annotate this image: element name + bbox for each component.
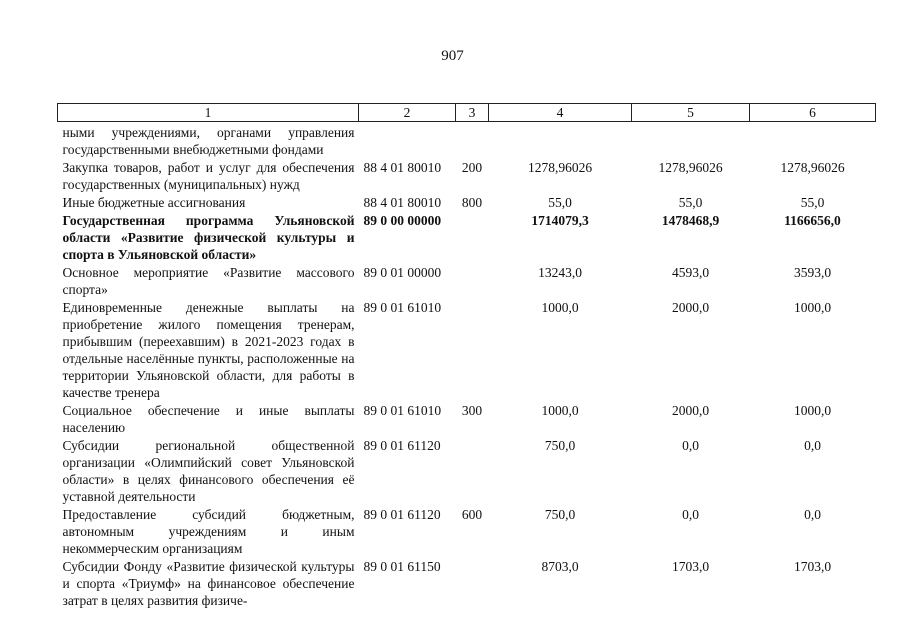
table-row [58, 122, 876, 159]
cell-vr [456, 298, 489, 401]
cell-name: Социальное обеспечение и иные выплаты населению [62, 403, 355, 435]
cell-name: Государственная программа Ульяновской области «Развитие физической культуры и спорта в Ульяновской области» [62, 213, 355, 262]
table-row [58, 298, 876, 401]
cell-year3: 1166656,0 [784, 213, 841, 228]
table-header [58, 104, 876, 122]
cell-year1: 1000,0 [541, 403, 579, 418]
table-row [58, 436, 876, 505]
cell-vr [456, 263, 489, 298]
cell-name: Основное мероприятие «Развитие массового спорта» [62, 265, 355, 297]
cell-year3: 55,0 [800, 195, 825, 210]
cell-vr: 800 [461, 195, 483, 210]
cell-vr: 300 [461, 403, 483, 418]
cell-code: 89 0 01 61120 [363, 507, 441, 522]
col-header-year1: 4 [489, 104, 632, 122]
cell-year3: 1703,0 [793, 559, 832, 574]
cell-code: 88 4 01 80010 [363, 160, 442, 175]
table-row [58, 401, 876, 436]
cell-vr [456, 557, 489, 609]
table-row [58, 158, 876, 193]
cell-year2: 55,0 [678, 195, 703, 210]
cell-code [359, 122, 456, 159]
cell-year1: 1278,96026 [527, 160, 593, 175]
cell-year3: 3593,0 [793, 265, 832, 280]
cell-vr [456, 122, 489, 159]
table-row [58, 557, 876, 609]
cell-year1 [489, 122, 632, 159]
cell-year2: 2000,0 [671, 403, 710, 418]
cell-name: Иные бюджетные ассигнования [62, 195, 246, 210]
header-row [58, 104, 876, 122]
cell-vr: 200 [461, 160, 483, 175]
cell-year2 [632, 122, 750, 159]
budget-table [57, 103, 876, 609]
cell-year3: 1000,0 [793, 300, 832, 315]
cell-year1: 750,0 [544, 507, 576, 522]
cell-year1: 55,0 [548, 195, 572, 210]
cell-code: 89 0 01 61010 [363, 403, 442, 418]
cell-year2: 0,0 [682, 438, 699, 453]
col-header-vr: 3 [456, 104, 489, 122]
cell-year1: 750,0 [544, 438, 576, 453]
cell-year1: 1000,0 [541, 300, 579, 315]
cell-code: 88 4 01 80010 [363, 195, 442, 210]
table-row [58, 193, 876, 211]
table-row [58, 505, 876, 557]
cell-year2: 1478468,9 [661, 213, 720, 228]
cell-year2: 1703,0 [671, 559, 710, 574]
table-row [58, 211, 876, 263]
cell-name: Единовременные денежные выплаты на приобретение жилого помещения тренерам, прибывшим (переехавшим) в 2021-2023 годах в отдельные населённые пункты, расположенные на территории Ульяновской области, для работы в качестве тренера [62, 300, 355, 400]
cell-vr: 600 [461, 507, 483, 522]
col-header-year2: 5 [632, 104, 750, 122]
cell-year2: 0,0 [682, 507, 699, 522]
cell-code: 89 0 00 00000 [363, 213, 442, 228]
cell-name: ными учреждениями, органами управления государственными внебюджетными фондами [62, 125, 355, 157]
cell-vr [456, 211, 489, 263]
cell-year3 [750, 122, 876, 159]
cell-name: Субсидии Фонду «Развитие физической культуры и спорта «Триумф» на финансовое обеспечение затрат в целях развития физиче- [62, 559, 355, 608]
cell-year3: 0,0 [804, 438, 821, 453]
col-header-year3: 6 [750, 104, 876, 122]
cell-name: Закупка товаров, работ и услуг для обеспечения государственных (муниципальных) нужд [62, 160, 355, 192]
cell-year1: 1714079,3 [531, 213, 589, 228]
cell-year2: 4593,0 [671, 265, 710, 280]
cell-year3: 1000,0 [793, 403, 832, 418]
table-body [58, 122, 876, 610]
cell-year2: 1278,96026 [658, 160, 723, 175]
cell-vr [456, 436, 489, 505]
cell-year1: 13243,0 [538, 265, 582, 280]
cell-year1: 8703,0 [541, 559, 579, 574]
cell-code: 89 0 01 61010 [363, 300, 442, 315]
table-row [58, 263, 876, 298]
cell-code: 89 0 01 61150 [363, 559, 441, 574]
page-number: 907 [441, 48, 464, 64]
cell-year3: 0,0 [804, 507, 821, 522]
cell-code: 89 0 01 61120 [363, 438, 441, 453]
cell-year3: 1278,96026 [780, 160, 845, 175]
col-header-code: 2 [359, 104, 456, 122]
cell-name: Субсидии региональной общественной организации «Олимпийский совет Ульяновской области» в целях финансового обеспечения её уставной деятельности [62, 438, 355, 504]
col-header-name: 1 [58, 104, 359, 122]
cell-name: Предоставление субсидий бюджетным, автономным учреждениям и иным некоммерческим организациям [62, 507, 355, 556]
cell-year2: 2000,0 [671, 300, 710, 315]
cell-code: 89 0 01 00000 [363, 265, 442, 280]
